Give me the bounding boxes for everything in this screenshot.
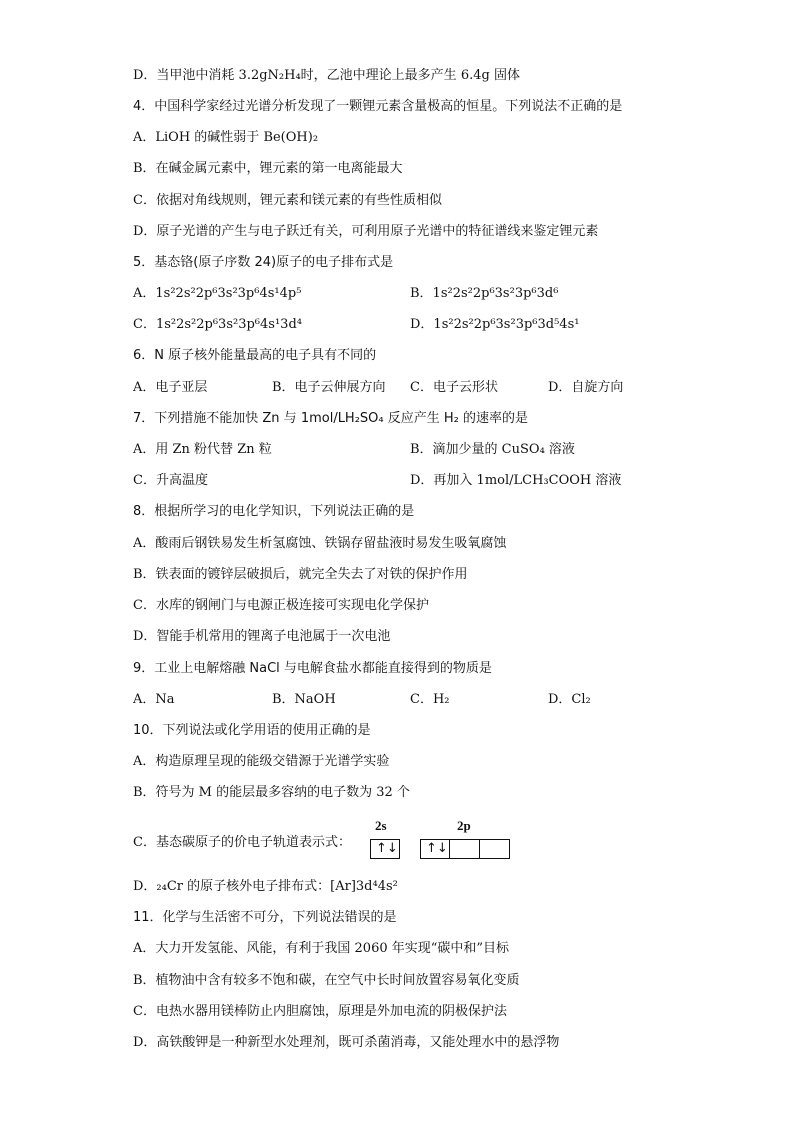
q9-option-c: C．H₂ — [410, 692, 450, 707]
orbital-box-2s — [370, 839, 400, 859]
q7-option-b: B．滴加少量的 CuSO₄ 溶液 — [410, 442, 575, 457]
q8-option-b: B．铁表面的镀锌层破损后，就完全失去了对铁的保护作用 — [133, 567, 468, 582]
q4-option-a: A．LiOH 的碱性弱于 Be(OH)₂ — [133, 130, 319, 145]
q5-option-a: A．1s²2s²2p⁶3s²3p⁶4s¹4p⁵ — [133, 286, 302, 301]
question-10: 10．下列说法或化学用语的使用正确的是 — [133, 723, 371, 738]
question-6: 6．N 原子核外能量最高的电子具有不同的 — [133, 348, 377, 363]
question-8: 8．根据所学习的电化学知识，下列说法正确的是 — [133, 504, 415, 519]
q11-option-b: B．植物油中含有较多不饱和碳，在空气中长时间放置容易氧化变质 — [133, 973, 520, 988]
q4-option-b: B．在碱金属元素中，锂元素的第一电离能最大 — [133, 161, 403, 176]
question-7: 7．下列措施不能加快 Zn 与 1mol/LH₂SO₄ 反应产生 H₂ 的速率的是 — [133, 411, 529, 426]
orbital-box-2p-3 — [480, 839, 510, 859]
q4-option-c: C．依据对角线规则，锂元素和镁元素的有些性质相似 — [133, 193, 442, 208]
q11-option-d: D．高铁酸钾是一种新型水处理剂，既可杀菌消毒，又能处理水中的悬浮物 — [133, 1035, 560, 1050]
orbital-box-2p-2 — [450, 839, 480, 859]
q7-option-d: D．再加入 1mol/LCH₃COOH 溶液 — [410, 473, 622, 488]
q10-option-a: A．构造原理呈现的能级交错源于光谱学实验 — [133, 754, 390, 769]
question-9: 9．工业上电解熔融 NaCl 与电解食盐水都能直接得到的物质是 — [133, 661, 492, 676]
q8-option-a: A．酸雨后钢铁易发生析氢腐蚀、铁锅存留盐液时易发生吸氧腐蚀 — [133, 536, 507, 551]
q6-option-a: A．电子亚层 — [133, 380, 208, 395]
q10-option-b: B．符号为 M 的能层最多容纳的电子数为 32 个 — [133, 785, 410, 800]
q10-option-c-orbital — [133, 818, 553, 868]
q11-option-c: C．电热水器用镁棒防止内胆腐蚀，原理是外加电流的阴极保护法 — [133, 1004, 507, 1019]
q5-option-b: B．1s²2s²2p⁶3s²3p⁶3d⁶ — [410, 286, 559, 301]
orbital-box-2p-1 — [420, 839, 450, 859]
q6-option-b: B．电子云伸展方向 — [272, 380, 386, 395]
question-11: 11．化学与生活密不可分，下列说法错误的是 — [133, 910, 397, 925]
q5-option-c: C．1s²2s²2p⁶3s²3p⁶4s¹3d⁴ — [133, 317, 302, 332]
q6-option-c: C．电子云形状 — [410, 380, 498, 395]
q7-option-c: C．升高温度 — [133, 473, 208, 488]
q4-option-d: D．原子光谱的产生与电子跃迁有关，可利用原子光谱中的特征谱线来鉴定锂元素 — [133, 224, 599, 239]
q5-option-d: D．1s²2s²2p⁶3s²3p⁶3d⁵4s¹ — [410, 317, 580, 332]
q9-option-a: A．Na — [133, 692, 175, 707]
q9-option-b: B．NaOH — [272, 692, 336, 707]
q6-option-d: D．自旋方向 — [548, 380, 624, 395]
spin-pair-arrow-icon: ↑↓ — [376, 841, 398, 856]
q11-option-a: A．大力开发氢能、风能，有利于我国 2060 年实现“碳中和”目标 — [133, 941, 510, 956]
q9-option-d: D．Cl₂ — [548, 692, 591, 707]
q7-option-a: A．用 Zn 粉代替 Zn 粒 — [133, 442, 272, 457]
q8-option-d: D．智能手机常用的锂离子电池属于一次电池 — [133, 629, 391, 644]
q10-option-c: C．基态碳原子的价电子轨道表示式： — [133, 835, 351, 850]
spin-pair-arrow-icon: ↑↓ — [426, 841, 448, 856]
option-d-previous: D．当甲池中消耗 3.2gN₂H₄时，乙池中理论上最多产生 6.4g 固体 — [133, 68, 520, 83]
question-5: 5．基态铬(原子序数 24)原子的电子排布式是 — [133, 255, 394, 270]
orbital-2s-label: 2s — [375, 818, 387, 833]
orbital-2p-label: 2p — [457, 818, 471, 833]
q10-option-d: D．₂₄Cr 的原子核外电子排布式：[Ar]3d⁴4s² — [133, 879, 398, 894]
question-4: 4．中国科学家经过光谱分析发现了一颗锂元素含量极高的恒星。下列说法不正确的是 — [133, 99, 623, 114]
q8-option-c: C．水库的钢闸门与电源正极连接可实现电化学保护 — [133, 598, 429, 613]
